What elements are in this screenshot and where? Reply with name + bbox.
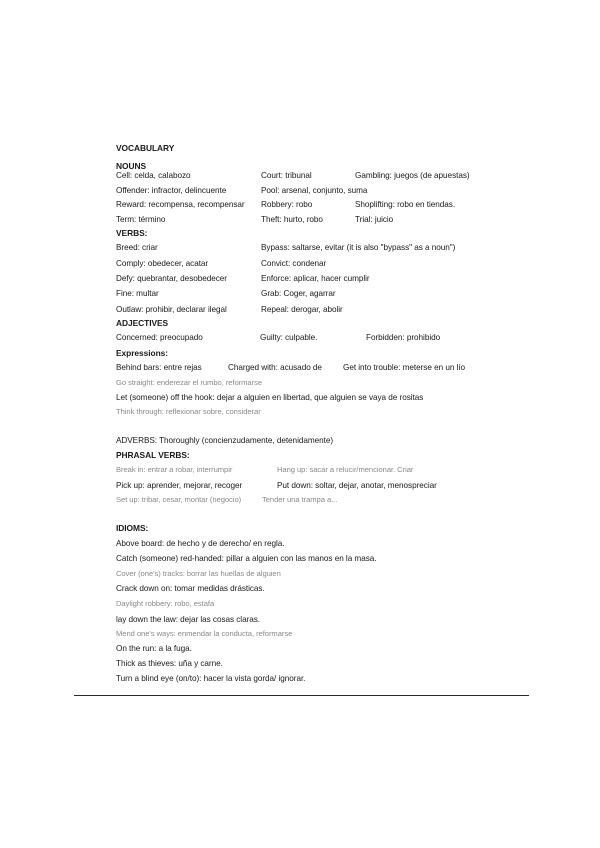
expr-behind-bars: Behind bars: entre rejas xyxy=(116,363,202,372)
noun-court: Court: tribunal xyxy=(261,171,312,180)
noun-robbery: Robbery: robo xyxy=(261,200,313,209)
idiom-crack-down: Crack down on: tomar medidas drásticas. xyxy=(116,584,265,593)
noun-theft: Theft: hurto, robo xyxy=(261,215,323,224)
noun-offender: Offender: infractor, delincuente xyxy=(116,186,227,195)
idiom-cover-tracks: Cover (one's) tracks: borrar las huellas de alguien xyxy=(116,569,281,578)
expr-think-through: Think through: reflexionar sobre, considerar xyxy=(116,407,261,416)
adverbs-line: ADVERBS: Thoroughly (concienzudamente, detenidamente) xyxy=(116,436,334,445)
phrasal-set-up-trap: Tender una trampa a... xyxy=(262,495,338,504)
idiom-above-board: Above board: de hecho y de derecho/ en regla. xyxy=(116,539,285,548)
verb-bypass: Bypass: saltarse, evitar (it is also "bypass" as a noun") xyxy=(261,243,456,252)
verb-convict: Convict: condenar xyxy=(261,259,327,268)
verb-fine: Fine: multar xyxy=(116,289,159,298)
verb-comply: Comply: obedecer, acatar xyxy=(116,259,209,268)
vocabulary-title: VOCABULARY xyxy=(116,143,175,153)
verb-defy: Defy: quebrantar, desobedecer xyxy=(116,274,227,283)
idiom-daylight-robbery: Daylight robbery: robo, estafa xyxy=(116,599,215,608)
expressions-heading: Expressions: xyxy=(116,348,168,358)
noun-term: Term: término xyxy=(116,215,166,224)
idioms-heading: IDIOMS: xyxy=(116,523,149,533)
verb-grab: Grab: Coger, agarrar xyxy=(261,289,336,298)
phrasal-break-in: Break in: entrar a robar, interrumpir xyxy=(116,465,233,474)
verb-breed: Breed: criar xyxy=(116,243,158,252)
idiom-thick-as-thieves: Thick as thieves: uña y carne. xyxy=(116,659,223,668)
phrasal-put-down: Put down: soltar, dejar, anotar, menospreciar xyxy=(277,481,437,490)
phrasal-pick-up: Pick up: aprender, mejorar, recoger xyxy=(116,481,243,490)
idiom-on-the-run: On the run: a la fuga. xyxy=(116,644,192,653)
noun-trial: Trial: juicio xyxy=(355,215,394,224)
idiom-red-handed: Catch (someone) red-handed: pillar a alguien con las manos en la masa. xyxy=(116,554,377,563)
phrasal-heading: PHRASAL VERBS: xyxy=(116,450,190,460)
expr-charged-with: Charged with: acusado de xyxy=(228,363,322,372)
adj-concerned: Concerned: preocupado xyxy=(116,333,203,342)
noun-cell: Cell: celda, calabozo xyxy=(116,171,191,180)
idiom-mend-ways: Mend one's ways: enmendar la conducta, reformarse xyxy=(116,629,293,638)
idiom-lay-down-law: lay down the law: dejar las cosas claras. xyxy=(116,615,261,624)
noun-pool: Pool: arsenal, conjunto, suma xyxy=(261,186,368,195)
phrasal-hang-up: Hang up: sacar a relucir/mencionar. Criar xyxy=(277,465,414,474)
adj-forbidden: Forbidden: prohibido xyxy=(366,333,441,342)
noun-shoplifting: Shoplifting: robo en tiendas. xyxy=(355,200,456,209)
nouns-heading: NOUNS xyxy=(116,161,146,171)
noun-gambling: Gambling: juegos (de apuestas) xyxy=(355,171,470,180)
expr-go-straight: Go straight: enderezar el rumbo, reformarse xyxy=(116,378,262,387)
adjectives-heading: ADJECTIVES xyxy=(116,318,169,328)
expr-let-off-hook: Let (someone) off the hook: dejar a alguien en libertad, que alguien se vaya de rositas xyxy=(116,393,424,402)
verb-repeal: Repeal: derogar, abolir xyxy=(261,305,343,314)
noun-reward: Reward: recompensa, recompensar xyxy=(116,200,245,209)
adj-guilty: Guilty: culpable. xyxy=(260,333,318,342)
verb-outlaw: Outlaw: prohibir, declarar ilegal xyxy=(116,305,227,314)
horizontal-rule xyxy=(74,695,529,696)
idiom-blind-eye: Turn a blind eye (on/to): hacer la vista gorda/ ignorar. xyxy=(116,674,306,683)
expr-get-into-trouble: Get into trouble: meterse en un lío xyxy=(343,363,466,372)
phrasal-set-up: Set up: tribar, cesar, montar (negocio) xyxy=(116,495,242,504)
verbs-heading: VERBS: xyxy=(116,228,148,238)
verb-enforce: Enforce: aplicar, hacer cumplir xyxy=(261,274,370,283)
